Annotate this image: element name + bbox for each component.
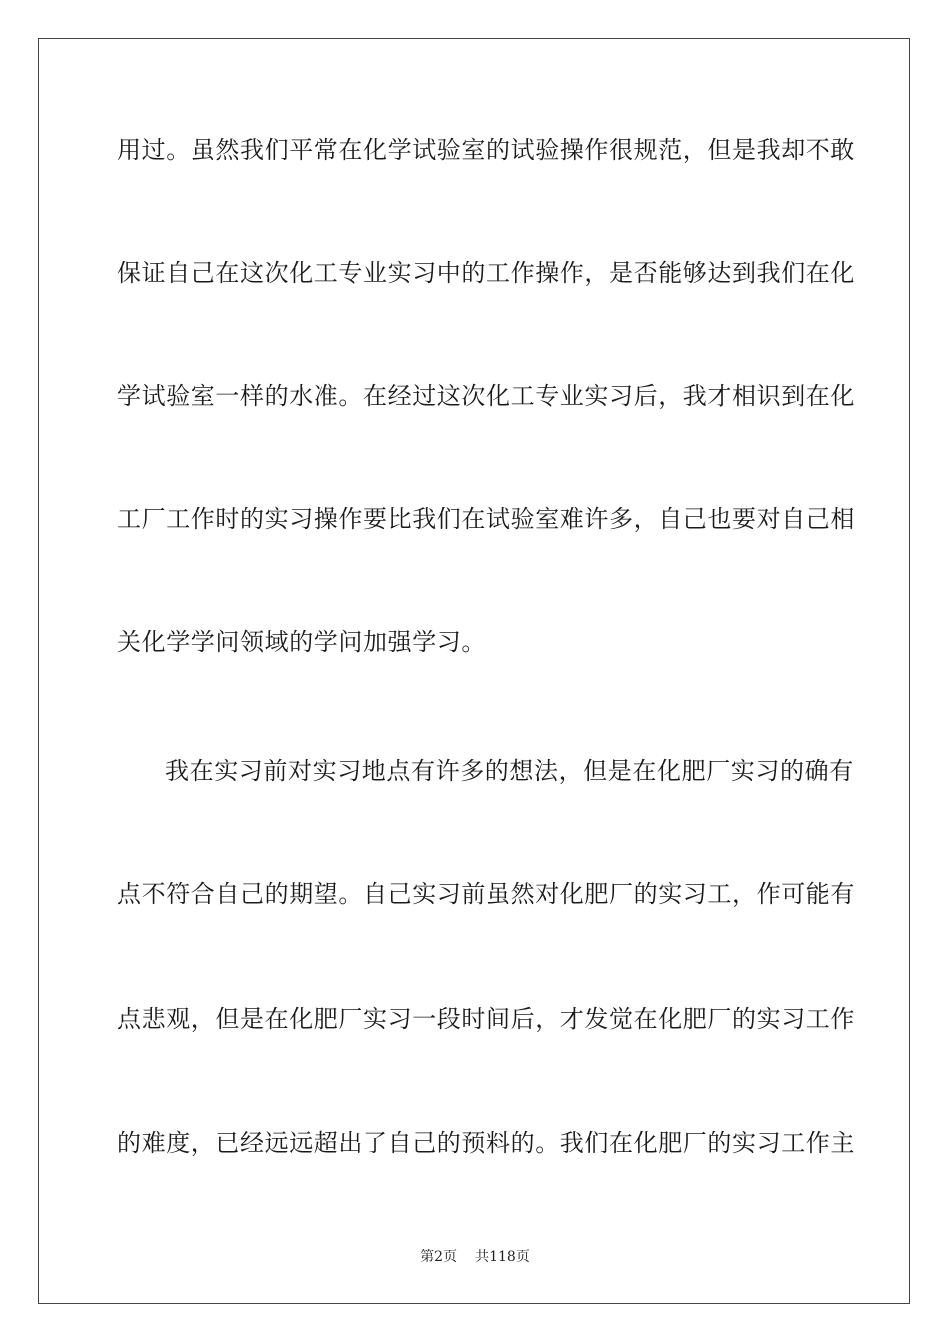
body-text-line: 工厂工作时的实习操作要比我们在试验室难许多，自己也要对自己相 — [117, 505, 855, 533]
total-pages: 共118页 — [475, 1249, 530, 1265]
body-text-line: 学试验室一样的水准。在经过这次化工专业实习后，我才相识到在化 — [117, 382, 855, 410]
paragraph-first-line: 我在实习前对实习地点有许多的想法，但是在化肥厂实习的确有 — [165, 757, 854, 785]
body-text-line: 点悲观，但是在化肥厂实习一段时间后，才发觉在化肥厂的实习工作 — [117, 1005, 855, 1033]
body-text-line: 关化学学问领域的学问加强学习。 — [117, 628, 486, 656]
page-number: 第2页 — [420, 1249, 458, 1265]
page-border — [38, 38, 910, 1304]
page-footer — [0, 1248, 950, 1266]
body-text-line: 用过。虽然我们平常在化学试验室的试验操作很规范，但是我却不敢 — [117, 136, 855, 164]
body-text-line: 的难度，已经远远超出了自己的预料的。我们在化肥厂的实习工作主 — [117, 1129, 855, 1157]
body-text-line: 保证自己在这次化工专业实习中的工作操作，是否能够达到我们在化 — [117, 259, 855, 287]
body-text-line: 点不符合自己的期望。自己实习前虽然对化肥厂的实习工，作可能有 — [117, 880, 855, 908]
